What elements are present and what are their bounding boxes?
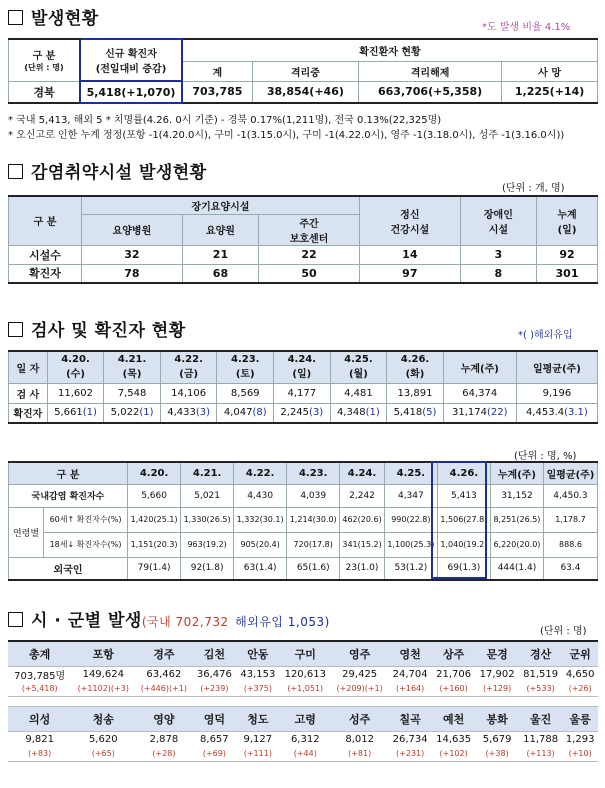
s2-h1: 요양병원	[82, 214, 183, 245]
overseas-count: (1)	[139, 407, 154, 419]
city-total: 8,012	[331, 732, 388, 747]
city-increase: (+1102)(+3)	[71, 682, 135, 697]
s2-value: 21	[182, 245, 258, 264]
s4-18under-value: 1,100(25.3)	[384, 532, 437, 557]
s1-footnote1: * 국내 5,413, 해외 5 * 치명률(4.26. 0시 기준) - 경북 0.17%(1,211명), 전국 0.13%(22,325명)	[8, 115, 442, 126]
s4-domestic-value: 4,430	[234, 484, 287, 507]
s4-18under-value: 1,151(20.3)	[128, 532, 181, 557]
s4-foreigner-value: 444(1.4)	[490, 557, 543, 580]
s3-date-header: 일 자	[9, 351, 48, 383]
city-total: 4,650	[562, 666, 598, 682]
city-name: 예천	[432, 707, 475, 732]
city-name: 영천	[388, 641, 431, 666]
s3-test-value: 7,548	[104, 383, 161, 403]
s4-18under-value: 963(19.2)	[181, 532, 234, 557]
checkbox-icon	[8, 322, 23, 337]
city-increase: (+38)	[475, 747, 518, 762]
s4-col-header: 4.22.	[234, 462, 287, 484]
confirmed-count: 31,174	[452, 407, 487, 419]
s2-value: 8	[460, 264, 536, 283]
s3-test-value: 11,602	[47, 383, 104, 403]
s4-col-header: 4.21.	[181, 462, 234, 484]
city-total: 703,785명	[8, 666, 71, 682]
s4-60plus-value: 8,251(26.5)	[490, 507, 543, 532]
s4-60plus-label: 60세↑ 확진자수(%)	[44, 507, 128, 532]
s4-60plus-value: 990(22.8)	[384, 507, 437, 532]
s4-unit: (단위 : 명, %)	[514, 451, 577, 462]
s2-value: 3	[460, 245, 536, 264]
city-total: 24,704	[388, 666, 431, 682]
s1-value: 663,706(+5,358)	[358, 81, 501, 103]
s2-gubun-header: 구 분	[9, 196, 82, 245]
city-name: 경산	[519, 641, 562, 666]
s1-new-header: 신규 확진자 (전일대비 증감)	[80, 39, 182, 81]
s2-value: 301	[537, 264, 598, 283]
s4-domestic-value: 5,413	[437, 484, 490, 507]
s4-foreigner-value: 92(1.8)	[181, 557, 234, 580]
s1-col-header: 계	[182, 61, 252, 81]
city-increase: (+129)	[475, 682, 518, 697]
city-increase: (+164)	[388, 682, 431, 697]
s2-unit: (단위 : 개, 명)	[502, 183, 565, 194]
s3-date: 4.24. (일)	[274, 351, 331, 383]
city-name: 영주	[331, 641, 388, 666]
s4-domestic-value: 4,450.3	[543, 484, 597, 507]
s4-gubun-header: 구 분	[9, 462, 128, 484]
overseas-count: (22)	[487, 407, 508, 419]
s3-confirmed-value	[160, 403, 217, 423]
city-total: 8,657	[193, 732, 236, 747]
s3-confirmed-label: 확진자	[9, 403, 48, 423]
confirmed-count: 4,433	[167, 407, 196, 419]
s4-foreigner-label: 외국인	[9, 557, 128, 580]
city-name: 울릉	[562, 707, 598, 732]
s4-domestic-value: 2,242	[340, 484, 385, 507]
confirmed-count: 5,418	[393, 407, 423, 419]
city-increase: (+10)	[562, 747, 598, 762]
s4-foreigner-value: 63.4	[543, 557, 597, 580]
overseas-count: (3)	[195, 407, 211, 419]
table-row	[9, 264, 598, 283]
s1-note: *도 발생 비율 4.1%	[482, 22, 571, 33]
s4-col-header: 4.23.	[287, 462, 340, 484]
city-name: 구미	[280, 641, 331, 666]
city-increase: (+102)	[432, 747, 475, 762]
city-increase: (+5,418)	[8, 682, 71, 697]
s3-confirmed-value	[330, 403, 387, 423]
city-total: 14,635	[432, 732, 475, 747]
s4-60plus-value: 1,332(30.1)	[234, 507, 287, 532]
city-increase: (+26)	[562, 682, 598, 697]
s2-h2: 요양원	[182, 214, 258, 245]
s1-col-header: 격리중	[252, 61, 358, 81]
s4-col-header: 일평균(주)	[543, 462, 597, 484]
city-total: 149,624	[71, 666, 135, 682]
s4-18under-value: 6,220(20.0)	[490, 532, 543, 557]
s2-h3: 주간 보호센터	[259, 214, 360, 245]
s4-col-header: 누계(주)	[490, 462, 543, 484]
facility-table	[8, 195, 598, 284]
city-name: 칠곡	[388, 707, 431, 732]
s4-18under-value: 905(20.4)	[234, 532, 287, 557]
s1-value: 703,785	[182, 81, 252, 103]
s4-60plus-value: 1,330(26.5)	[181, 507, 234, 532]
s3-test-value: 4,481	[330, 383, 387, 403]
s3-date: 4.22. (금)	[160, 351, 217, 383]
s3-note: *( )해외유입	[518, 330, 573, 341]
city-total: 21,706	[432, 666, 475, 682]
s3-confirmed-value	[387, 403, 444, 423]
city-total: 1,293	[562, 732, 598, 747]
confirmed-count: 4,348	[336, 407, 366, 419]
s4-18under-label: 18세↓ 확진자수(%)	[44, 532, 128, 557]
city-total: 9,127	[236, 732, 279, 747]
s4-foreigner-value: 53(1.2)	[384, 557, 437, 580]
s3-date: 4.23. (토)	[217, 351, 274, 383]
s1-value: 1,225(+14)	[502, 81, 598, 103]
s3-test-value: 9,196	[516, 383, 597, 403]
s3-test-value: 4,177	[274, 383, 331, 403]
s2-long-term-header: 장기요양시설	[82, 196, 360, 214]
s1-footnote2: * 오신고로 인한 누계 정정(포항 -1(4.20.0시), 구미 -1(3.15.0시), 구미 -1(4.22.0시), 영주 -1(3.18.0시), 성주 -1(3.16.0시))	[8, 130, 565, 141]
city-increase: (+231)	[388, 747, 431, 762]
s4-foreigner-value: 65(1.6)	[287, 557, 340, 580]
s4-domestic-value: 5,021	[181, 484, 234, 507]
city-total: 81,519	[519, 666, 562, 682]
checkbox-icon	[8, 612, 23, 627]
s3-confirmed-value	[516, 403, 597, 423]
s2-value: 92	[537, 245, 598, 264]
s2-h4: 정신 건강시설	[359, 196, 460, 245]
s2-value: 22	[259, 245, 360, 264]
s1-col-header: 격리해제	[358, 61, 501, 81]
s4-foreigner-value: 69(1.3)	[437, 557, 490, 580]
city-name: 울진	[519, 707, 562, 732]
s2-value: 32	[82, 245, 183, 264]
checkbox-icon	[8, 164, 23, 179]
s4-18under-value: 341(15.2)	[340, 532, 385, 557]
overseas-count: (5)	[422, 407, 437, 419]
city-increase: (+446)(+1)	[135, 682, 192, 697]
s1-col-header: 사 망	[502, 61, 598, 81]
city-increase: (+65)	[71, 747, 135, 762]
s3-test-value: 13,891	[387, 383, 444, 403]
section3-title: 검사 및 확진자 현황	[8, 316, 186, 341]
city-total: 63,462	[135, 666, 192, 682]
city-name: 고령	[280, 707, 331, 732]
s2-row-label: 시설수	[9, 245, 82, 264]
s2-value: 50	[259, 264, 360, 283]
s4-foreigner-value: 63(1.4)	[234, 557, 287, 580]
s2-value: 14	[359, 245, 460, 264]
city-name: 청송	[71, 707, 135, 732]
overseas-count: (1)	[82, 407, 97, 419]
s4-col-header: 4.26.	[437, 462, 490, 484]
city-name: 성주	[331, 707, 388, 732]
checkbox-icon	[8, 10, 23, 25]
city-name: 총계	[8, 641, 71, 666]
s3-confirmed-value	[104, 403, 161, 423]
confirmed-count: 4,047	[223, 407, 253, 419]
s4-60plus-value: 1,178.7	[543, 507, 597, 532]
s3-test-value: 64,374	[443, 383, 516, 403]
city-total: 6,312	[280, 732, 331, 747]
outbreak-table	[8, 38, 598, 104]
city-total: 5,679	[475, 732, 518, 747]
city-increase: (+44)	[280, 747, 331, 762]
city-total: 120,613	[280, 666, 331, 682]
s3-date: 4.21. (목)	[104, 351, 161, 383]
s4-foreigner-value: 23(1.0)	[340, 557, 385, 580]
city-name: 영양	[135, 707, 192, 732]
section1-title: 발생현황	[8, 4, 99, 29]
city-total: 26,734	[388, 732, 431, 747]
city-increase: (+111)	[236, 747, 279, 762]
s4-col-header: 4.24.	[340, 462, 385, 484]
s1-gubun-header: 구 분 (단위 : 명)	[9, 39, 81, 81]
s2-h6: 누계 (일)	[537, 196, 598, 245]
overseas-count: (3)	[309, 407, 324, 419]
overseas-count: (1)	[365, 407, 380, 419]
s4-domestic-label: 국내감염 확진자수	[9, 484, 128, 507]
s4-domestic-value: 31,152	[490, 484, 543, 507]
s1-new-value: 5,418(+1,070)	[80, 81, 182, 103]
confirmed-count: 5,022	[110, 407, 140, 419]
s3-date: 4.26. (화)	[387, 351, 444, 383]
city-increase: (+28)	[135, 747, 192, 762]
s4-age-label: 연령별	[9, 507, 44, 557]
s2-row-label: 확진자	[9, 264, 82, 283]
s2-h5: 장애인 시설	[460, 196, 536, 245]
city-name: 상주	[432, 641, 475, 666]
city-total: 2,878	[135, 732, 192, 747]
spacer	[8, 697, 598, 707]
city-increase: (+1,051)	[280, 682, 331, 697]
city-increase: (+160)	[432, 682, 475, 697]
city-total: 11,788	[519, 732, 562, 747]
s3-date: 4.20. (수)	[47, 351, 104, 383]
city-name: 영덕	[193, 707, 236, 732]
s4-60plus-value: 1,420(25.1)	[128, 507, 181, 532]
confirmed-count: 2,245	[280, 407, 310, 419]
overseas-count: (8)	[252, 407, 267, 419]
city-total: 5,620	[71, 732, 135, 747]
city-increase: (+83)	[8, 747, 71, 762]
city-total: 17,902	[475, 666, 518, 682]
s3-date: 일평균(주)	[516, 351, 597, 383]
city-increase: (+69)	[193, 747, 236, 762]
city-increase: (+239)	[193, 682, 236, 697]
city-increase: (+209)(+1)	[331, 682, 388, 697]
s4-domestic-value: 4,347	[384, 484, 437, 507]
s3-test-label: 검 사	[9, 383, 48, 403]
s3-date: 누계(주)	[443, 351, 516, 383]
s4-60plus-value: 1,214(30.0)	[287, 507, 340, 532]
s3-confirmed-value	[274, 403, 331, 423]
s4-18under-value: 720(17.8)	[287, 532, 340, 557]
s4-60plus-value: 1,506(27.8)	[437, 507, 490, 532]
city-total: 29,425	[331, 666, 388, 682]
city-name: 의성	[8, 707, 71, 732]
city-total: 36,476	[193, 666, 236, 682]
city-name: 문경	[475, 641, 518, 666]
city-name: 김천	[193, 641, 236, 666]
s2-value: 97	[359, 264, 460, 283]
city-name: 군위	[562, 641, 598, 666]
s1-value: 38,854(+46)	[252, 81, 358, 103]
city-total: 43,153	[236, 666, 279, 682]
s2-value: 78	[82, 264, 183, 283]
section2-title: 감염취약시설 발생현황	[8, 158, 207, 183]
s5-unit: (단위 : 명)	[540, 626, 587, 637]
s4-col-header: 4.20.	[128, 462, 181, 484]
s3-date: 4.25. (월)	[330, 351, 387, 383]
test-table	[8, 350, 598, 424]
confirmed-count: 5,661	[54, 407, 83, 419]
s3-test-value: 14,106	[160, 383, 217, 403]
confirmed-count: 4,453.4	[525, 407, 565, 419]
s3-confirmed-value	[443, 403, 516, 423]
city-increase: (+533)	[519, 682, 562, 697]
city-table	[8, 640, 598, 762]
s4-col-header: 4.25.	[384, 462, 437, 484]
s3-confirmed-value	[47, 403, 104, 423]
s2-value: 68	[182, 264, 258, 283]
age-table	[8, 461, 598, 581]
s4-domestic-value: 5,660	[128, 484, 181, 507]
table-row	[9, 245, 598, 264]
s1-row-label: 경북	[9, 81, 81, 103]
city-name: 안동	[236, 641, 279, 666]
section5-title: 시 · 군별 발생(국내 702,732 해외유입 1,053)	[8, 606, 330, 631]
city-name: 청도	[236, 707, 279, 732]
s1-group-header: 확진환자 현황	[182, 39, 598, 61]
s4-18under-value: 888.6	[543, 532, 597, 557]
overseas-count: (3.1)	[564, 407, 588, 419]
s4-60plus-value: 462(20.6)	[340, 507, 385, 532]
city-increase: (+375)	[236, 682, 279, 697]
city-name: 경주	[135, 641, 192, 666]
s3-confirmed-value	[217, 403, 274, 423]
city-increase: (+113)	[519, 747, 562, 762]
s3-test-value: 8,569	[217, 383, 274, 403]
city-increase: (+81)	[331, 747, 388, 762]
city-total: 9,821	[8, 732, 71, 747]
city-name: 봉화	[475, 707, 518, 732]
city-name: 포항	[71, 641, 135, 666]
s4-domestic-value: 4,039	[287, 484, 340, 507]
s4-foreigner-value: 79(1.4)	[128, 557, 181, 580]
s4-18under-value: 1,040(19.2)	[437, 532, 490, 557]
